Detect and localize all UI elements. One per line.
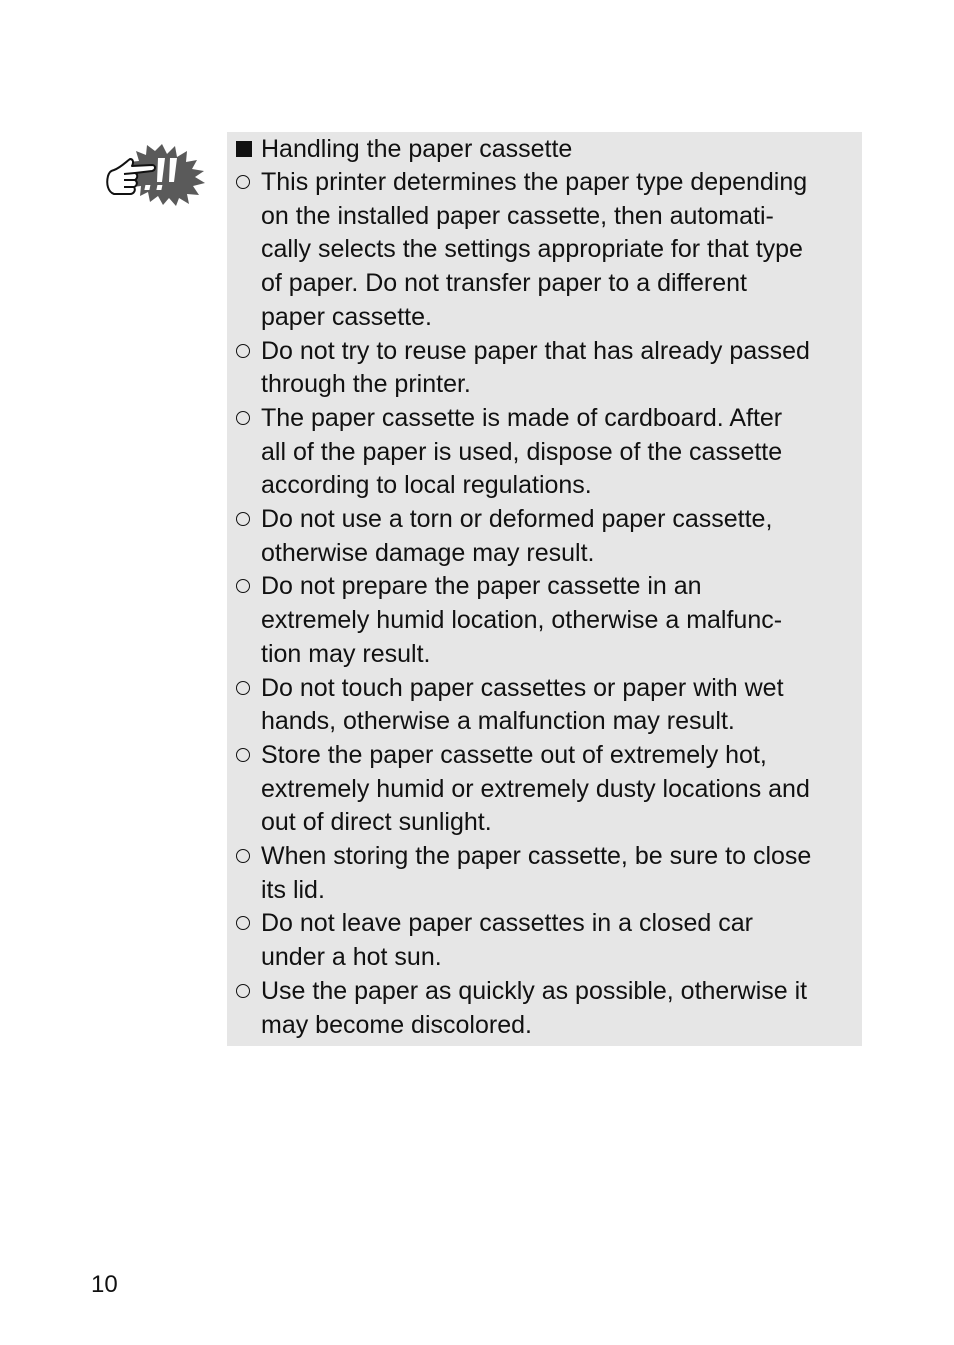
list-item-line: of paper. Do not transfer paper to a different [261,269,747,298]
list-item-line: This printer determines the paper type depending [261,168,808,196]
caution-note-box [227,132,862,1046]
list-item-line: under a hot sun. [261,943,442,972]
square-bullet-icon [236,141,252,157]
circle-bullet-icon [236,512,250,526]
list-item-line: hands, otherwise a malfunction may result. [261,707,735,736]
list-item [235,975,854,1042]
list-item-line: Do not prepare the paper cassette in an [261,572,702,601]
list-item-line: on the installed paper cassette, then automati- [261,201,774,230]
list-item [235,840,854,907]
list-item-line: through the printer. [261,370,471,399]
page-number: 10 [91,1271,118,1298]
list-item [235,570,854,671]
circle-bullet-icon [236,748,250,762]
circle-bullet-icon [236,681,250,695]
list-item-line: Store the paper cassette out of extremely hot, [261,740,767,769]
list-item-line: according to local regulations. [261,471,592,500]
list-item-line: The paper cassette is made of cardboard. After [261,403,783,432]
list-item [235,907,854,974]
caution-list [235,166,854,1042]
circle-bullet-icon [236,984,250,998]
list-item-line: out of direct sunlight. [261,808,492,837]
list-item-line: extremely humid location, otherwise a malfunc- [261,606,783,635]
list-item-line: Do not try to reuse paper that has already passed [261,336,810,365]
list-item-line: When storing the paper cassette, be sure to close [261,842,812,871]
circle-bullet-icon [236,579,250,593]
circle-bullet-icon [236,175,250,189]
list-item-line: cally selects the settings appropriate for that type [261,235,803,264]
list-item [235,402,854,503]
list-item-line: tion may result. [261,639,431,668]
list-item-line: Do not touch paper cassettes or paper with wet [261,673,784,702]
list-item-line: otherwise damage may result. [261,538,595,567]
list-item-line: Do not use a torn or deformed paper cassette, [261,505,773,534]
note-heading [235,132,854,166]
list-item [235,672,854,739]
list-item-line: all of the paper is used, dispose of the cassette [261,437,783,466]
circle-bullet-icon [236,916,250,930]
list-item-line: its lid. [261,875,325,904]
list-item-line: may become discolored. [261,1010,532,1039]
list-item-line: paper cassette. [261,302,432,331]
note-heading-text: Handling the paper cassette [261,135,573,163]
list-item [235,739,854,840]
circle-bullet-icon [236,849,250,863]
list-item-line: extremely humid or extremely dusty locations and [261,774,810,803]
list-item-line: Use the paper as quickly as possible, otherwise it [261,976,808,1005]
caution-icon [100,140,210,206]
circle-bullet-icon [236,344,250,358]
list-item [235,335,854,402]
circle-bullet-icon [236,411,250,425]
list-item [235,503,854,570]
list-item-line: Do not leave paper cassettes in a closed car [261,909,753,938]
list-item [235,166,854,335]
